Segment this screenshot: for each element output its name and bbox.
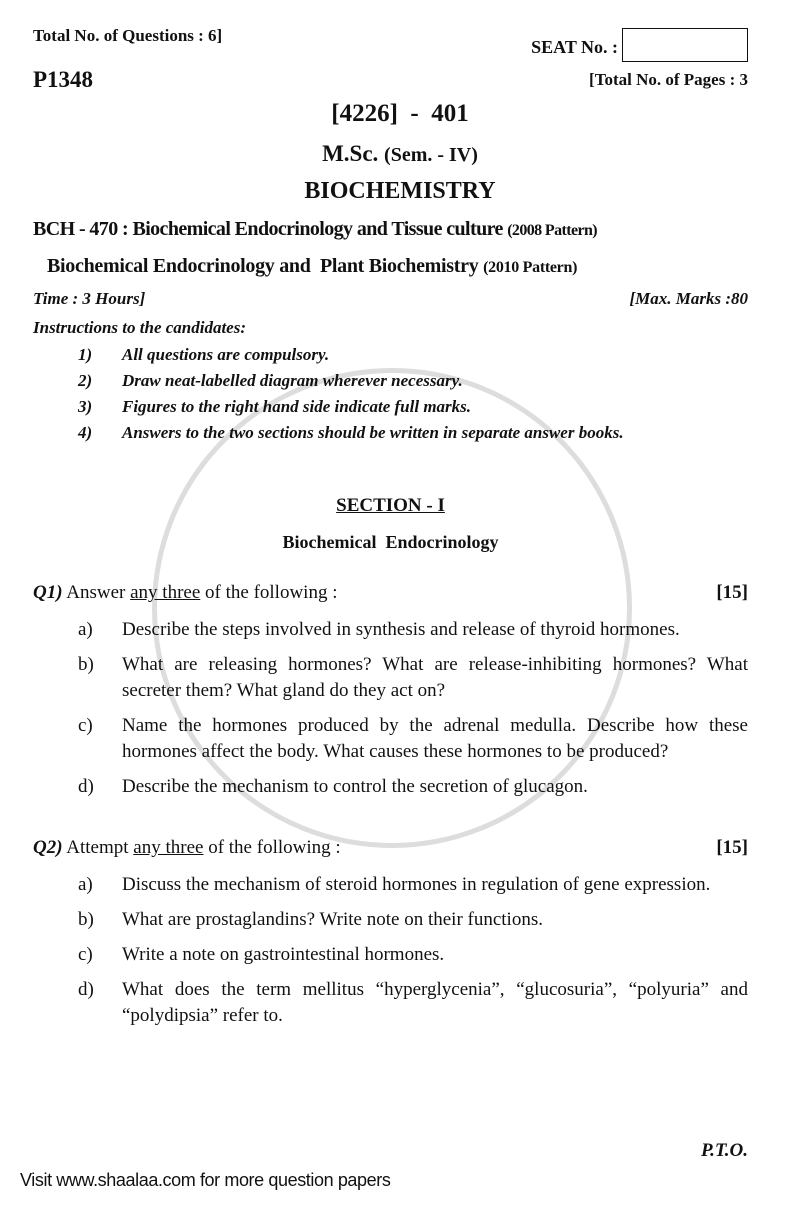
question-part	[33, 977, 748, 1029]
question-2-header	[33, 837, 748, 872]
part-label: d)	[78, 776, 94, 797]
max-marks: [Max. Marks :80	[629, 289, 748, 308]
course-line-2	[47, 252, 748, 289]
header-row-2	[33, 66, 748, 98]
part-label: a)	[78, 874, 93, 895]
seat-no-label: SEAT No. :	[531, 36, 618, 57]
question-part	[33, 942, 748, 968]
question-number: Q1)	[33, 582, 63, 603]
instruction-num: 4)	[78, 423, 93, 442]
question-instruction: Answer	[66, 582, 131, 603]
part-text: Name the hormones produced by the adrenal medulla. Describe how these hormones affect the body. What causes these hormones to be produced?	[122, 715, 748, 762]
exam-code: [4226] - 401	[331, 100, 469, 127]
degree: M.Sc.	[322, 141, 379, 166]
pattern-2008: (2008 Pattern)	[507, 222, 597, 239]
question-instruction-underlined: any three	[133, 837, 204, 858]
section-subtitle: Biochemical Endocrinology	[282, 532, 499, 552]
instructions-title: Instructions to the candidates:	[33, 318, 247, 337]
question-part	[33, 652, 748, 704]
section-title: SECTION - I	[336, 495, 445, 516]
part-text: Write a note on gastrointestinal hormones.	[122, 944, 445, 965]
question-marks: [15]	[716, 582, 748, 603]
semester: (Sem. - IV)	[384, 144, 478, 166]
part-text: Discuss the mechanism of steroid hormones in regulation of gene expression.	[122, 874, 711, 895]
part-label: b)	[78, 654, 94, 675]
subject: BIOCHEMISTRY	[304, 178, 496, 204]
paper-code: P1348	[33, 67, 94, 92]
instruction-item	[33, 397, 748, 423]
question-instruction-underlined: any three	[130, 582, 201, 603]
question-number: Q2)	[33, 837, 63, 858]
visit-link[interactable]: Visit www.shaalaa.com for more question papers	[20, 1170, 391, 1190]
pattern-2010: (2010 Pattern)	[483, 259, 578, 276]
part-text: What are prostaglandins? Write note on their functions.	[122, 909, 543, 930]
question-part	[33, 617, 748, 643]
part-label: c)	[78, 944, 93, 965]
instruction-num: 2)	[78, 371, 93, 390]
section-title-wrap	[33, 494, 748, 530]
question-instruction: of the following :	[200, 582, 338, 603]
time: Time : 3 Hours]	[33, 289, 146, 308]
instruction-item	[33, 371, 748, 397]
part-text: What are releasing hormones? What are release-inhibiting hormones? What secreter them? What gland do they act on?	[122, 654, 748, 701]
question-part	[33, 907, 748, 933]
course-line-1	[33, 215, 748, 252]
total-pages: [Total No. of Pages : 3	[589, 70, 748, 89]
part-label: c)	[78, 715, 93, 736]
instruction-num: 3)	[78, 397, 93, 416]
header-row-1	[33, 26, 748, 66]
instruction-item	[33, 345, 748, 371]
part-label: a)	[78, 619, 93, 640]
question-2-prompt	[33, 837, 341, 872]
time-marks-row	[33, 289, 748, 318]
part-label: d)	[78, 979, 94, 1000]
part-text: Describe the steps involved in synthesis and release of thyroid hormones.	[122, 619, 680, 640]
question-instruction: Attempt	[66, 837, 134, 858]
course-title-2008: BCH - 470 : Biochemical Endocrinology and Tissue culture	[33, 218, 503, 240]
pto: P.T.O.	[701, 1140, 748, 1161]
course-title-2010: Biochemical Endocrinology and Plant Biochemistry	[47, 255, 479, 277]
part-text: What does the term mellitus “hyperglycenia”, “glucosuria”, “polyuria” and “polydipsia” refer to.	[122, 979, 748, 1026]
instruction-item	[33, 423, 748, 449]
instruction-text: Figures to the right hand side indicate full marks.	[122, 397, 472, 416]
question-part	[33, 774, 748, 800]
instruction-text: All questions are compulsory.	[122, 345, 330, 364]
part-text: Describe the mechanism to control the secretion of glucagon.	[122, 776, 588, 797]
question-1-header	[33, 582, 748, 617]
total-questions: Total No. of Questions : 6]	[33, 26, 223, 45]
degree-line	[0, 139, 800, 175]
question-marks: [15]	[716, 837, 748, 858]
instruction-text: Answers to the two sections should be written in separate answer books.	[122, 423, 624, 442]
seat-no	[531, 26, 748, 62]
instruction-num: 1)	[78, 345, 93, 364]
question-instruction: of the following :	[203, 837, 341, 858]
question-part	[33, 872, 748, 898]
question-1-prompt	[33, 582, 337, 617]
question-part	[33, 713, 748, 765]
part-label: b)	[78, 909, 94, 930]
seat-no-box	[622, 28, 748, 62]
instruction-text: Draw neat-labelled diagram wherever necessary.	[122, 371, 463, 390]
